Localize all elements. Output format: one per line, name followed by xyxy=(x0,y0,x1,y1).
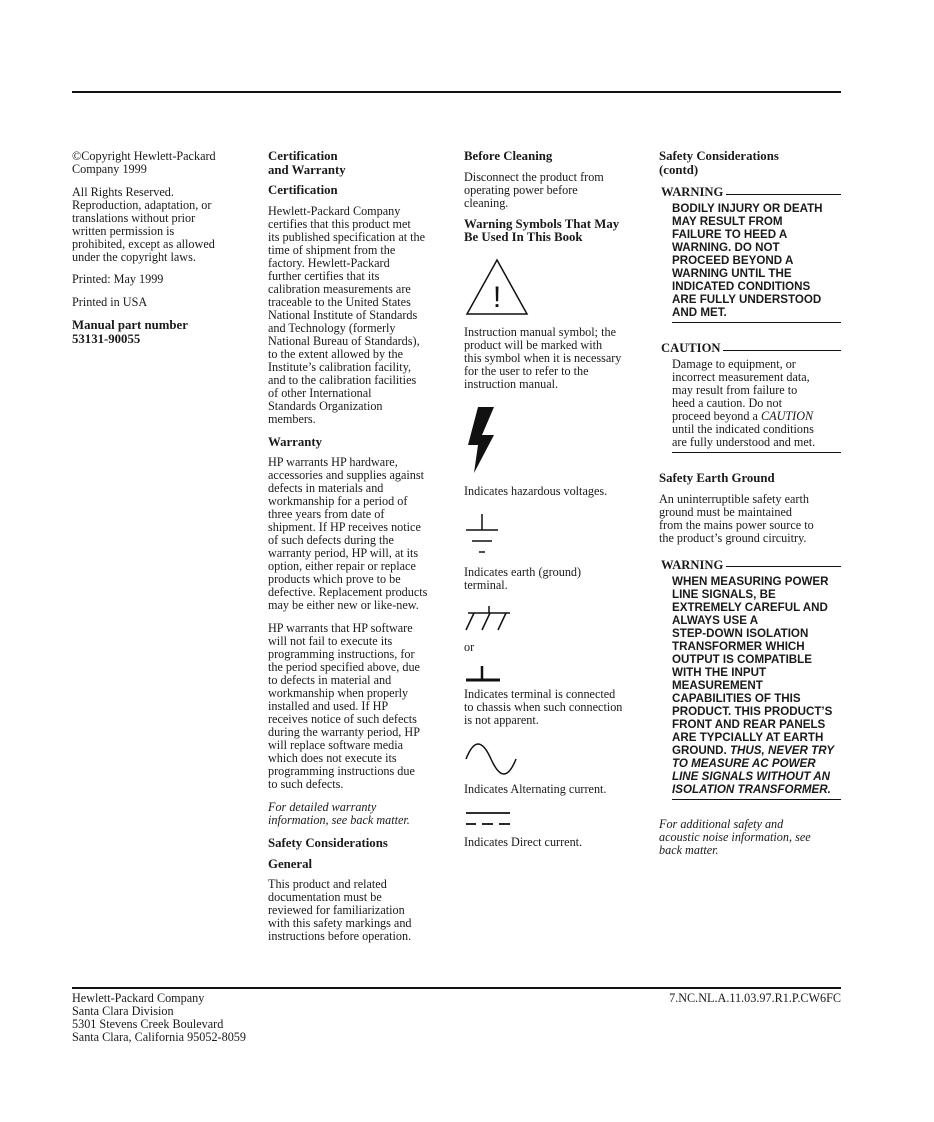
heading-safety-contd: Safety Considerations (contd) xyxy=(659,149,779,177)
caution-label: CAUTION xyxy=(661,341,721,355)
warning-text-2-part-2: THUS, NEVER TRY TO MEASURE AC POWER LINE SIGNALS WITHOUT AN ISOLATION TRANSFORMER. xyxy=(672,743,835,796)
manual-part-number: 53131-90055 xyxy=(72,331,141,346)
warning-text-2-part-1: WHEN MEASURING POWER LINE SIGNALS, BE EXTREMELY CAREFUL AND ALWAYS USE A STEP-DOWN ISOLATION TRANSFORMER WHICH OUTPUT IS COMPATIBLE WITH THE INPUT MEASUREMENT CAPABILITIES OF THIS PRODUCT. THIS PRODUCT’S FRONT AND REAR PANELS ARE TYPCIALLY AT EARTH GROUND. xyxy=(672,574,833,757)
lightning-bolt-icon xyxy=(464,405,500,475)
bottom-rule xyxy=(72,987,841,989)
warranty-software-text: HP warrants that HP software will not fail to execute its programming instructions, for the period specified above, due to defects in material and workmanship when properly installed and used. If HP receives notice of such defects during the warranty period, HP will replace software media which does not execute its programming instructions due to such defects. xyxy=(268,621,420,791)
chassis-terminal-text: Indicates terminal is connected to chassis when such connection is not apparent. xyxy=(464,686,623,727)
warning-box-1 xyxy=(661,186,841,323)
caution-rule xyxy=(723,350,841,351)
certification-text: Hewlett-Packard Company certifies that this product met its published specification at the time of shipment from the factory. Hewlett-Packard further certifies that its calibration measurements are traceable to the United States National Institute of Standards and Technology (formerly National Bureau of Standards), to the extent allowed by the Institute’s calibration facility, and to the calibration facilities of other International Standards Organization members. xyxy=(268,203,426,426)
caution-text xyxy=(672,358,841,453)
alternating-current-icon xyxy=(464,741,518,777)
document-code: 7.NC.NL.A.11.03.97.R1.P.CW6FC xyxy=(669,991,841,1005)
column-symbols xyxy=(464,150,649,859)
warning-header-2 xyxy=(661,559,841,572)
caution-box xyxy=(661,342,841,453)
heading-general: General xyxy=(268,856,313,871)
alternating-current-text: Indicates Alternating current. xyxy=(464,781,607,796)
warning-rule-2 xyxy=(726,566,841,567)
heading-certification: Certification xyxy=(268,183,338,197)
cleaning-text: Disconnect the product from operating power before cleaning. xyxy=(464,169,604,210)
warning-box-2 xyxy=(661,559,841,800)
printed-date: Printed: May 1999 xyxy=(72,272,164,286)
caution-word: CAUTION xyxy=(761,409,814,423)
warning-rule-1 xyxy=(726,194,841,195)
hazard-voltage-text: Indicates hazardous voltages. xyxy=(464,483,608,498)
warning-text-2 xyxy=(672,575,841,800)
column-copyright xyxy=(72,150,257,353)
caution-header xyxy=(661,342,841,355)
additional-safety-note: For additional safety and acoustic noise information, see back matter. xyxy=(659,816,811,857)
heading-certification-warranty: Certification and Warranty xyxy=(268,149,346,177)
heading-safety-earth-ground: Safety Earth Ground xyxy=(659,471,775,485)
general-text: This product and related documentation must be reviewed for familiarization with this safety markings and instructions before operation. xyxy=(268,877,412,943)
printed-location: Printed in USA xyxy=(72,295,148,309)
warning-label-1: WARNING xyxy=(661,185,724,199)
or-text: or xyxy=(464,639,475,654)
top-rule xyxy=(72,91,841,93)
direct-current-text: Indicates Direct current. xyxy=(464,834,583,849)
warning-header-1 xyxy=(661,186,841,199)
caution-text-part-1: Damage to equipment, or incorrect measurement data, may result from failure to heed a caution. Do not proceed beyond a xyxy=(672,357,810,423)
safety-earth-text: An uninterruptible safety earth ground must be maintained from the mains power source to the product’s ground circuitry. xyxy=(659,491,814,545)
warranty-note: For detailed warranty information, see back matter. xyxy=(268,800,410,827)
earth-ground-icon xyxy=(464,512,500,556)
manual-part-label: Manual part number xyxy=(72,318,188,332)
direct-current-icon xyxy=(464,810,514,828)
warning-label-2: WARNING xyxy=(661,557,724,572)
column-safety xyxy=(659,150,841,867)
chassis-terminal-icon xyxy=(464,664,504,684)
manual-symbol-text: Instruction manual symbol; the product will be marked with this symbol when it is necessary for the user to refer to the instruction manual. xyxy=(464,324,622,391)
caution-text-part-2: until the indicated conditions are fully understood and met. xyxy=(672,422,816,449)
svg-text:!: ! xyxy=(492,280,502,314)
earth-terminal-text: Indicates earth (ground) terminal. xyxy=(464,564,582,592)
warning-text-1: BODILY INJURY OR DEATH MAY RESULT FROM FAILURE TO HEED A WARNING. DO NOT PROCEED BEYOND A WARNING UNTIL THE INDICATED CONDITIONS ARE FULLY UNDERSTOOD AND MET. xyxy=(672,202,841,323)
column-warranty xyxy=(268,150,453,953)
copyright-notice: ©Copyright Hewlett-Packard Company 1999 xyxy=(72,149,216,176)
warranty-hardware-text: HP warrants HP hardware, accessories and supplies against defects in materials and workmanship for a period of three years from date of shipment. If HP receives notice of such defects during the warranty period, HP will, at its option, either repair or replace products which prove to be defective. Replacement products may be either new or like-new. xyxy=(268,455,428,612)
company-address: Hewlett-Packard Company Santa Clara Division 5301 Stevens Creek Boulevard Santa Clara, California 95052-8059 xyxy=(72,991,246,1044)
heading-before-cleaning: Before Cleaning xyxy=(464,149,553,163)
warning-triangle-icon xyxy=(464,257,530,317)
heading-warning-symbols: Warning Symbols That May Be Used In This Book xyxy=(464,216,620,244)
heading-safety-considerations: Safety Considerations xyxy=(268,836,388,850)
frame-ground-icon xyxy=(464,606,514,632)
rights-notice: All Rights Reserved. Reproduction, adaptation, or translations without prior written permission is prohibited, except as allowed under the copyright laws. xyxy=(72,185,215,264)
heading-warranty: Warranty xyxy=(268,434,323,449)
